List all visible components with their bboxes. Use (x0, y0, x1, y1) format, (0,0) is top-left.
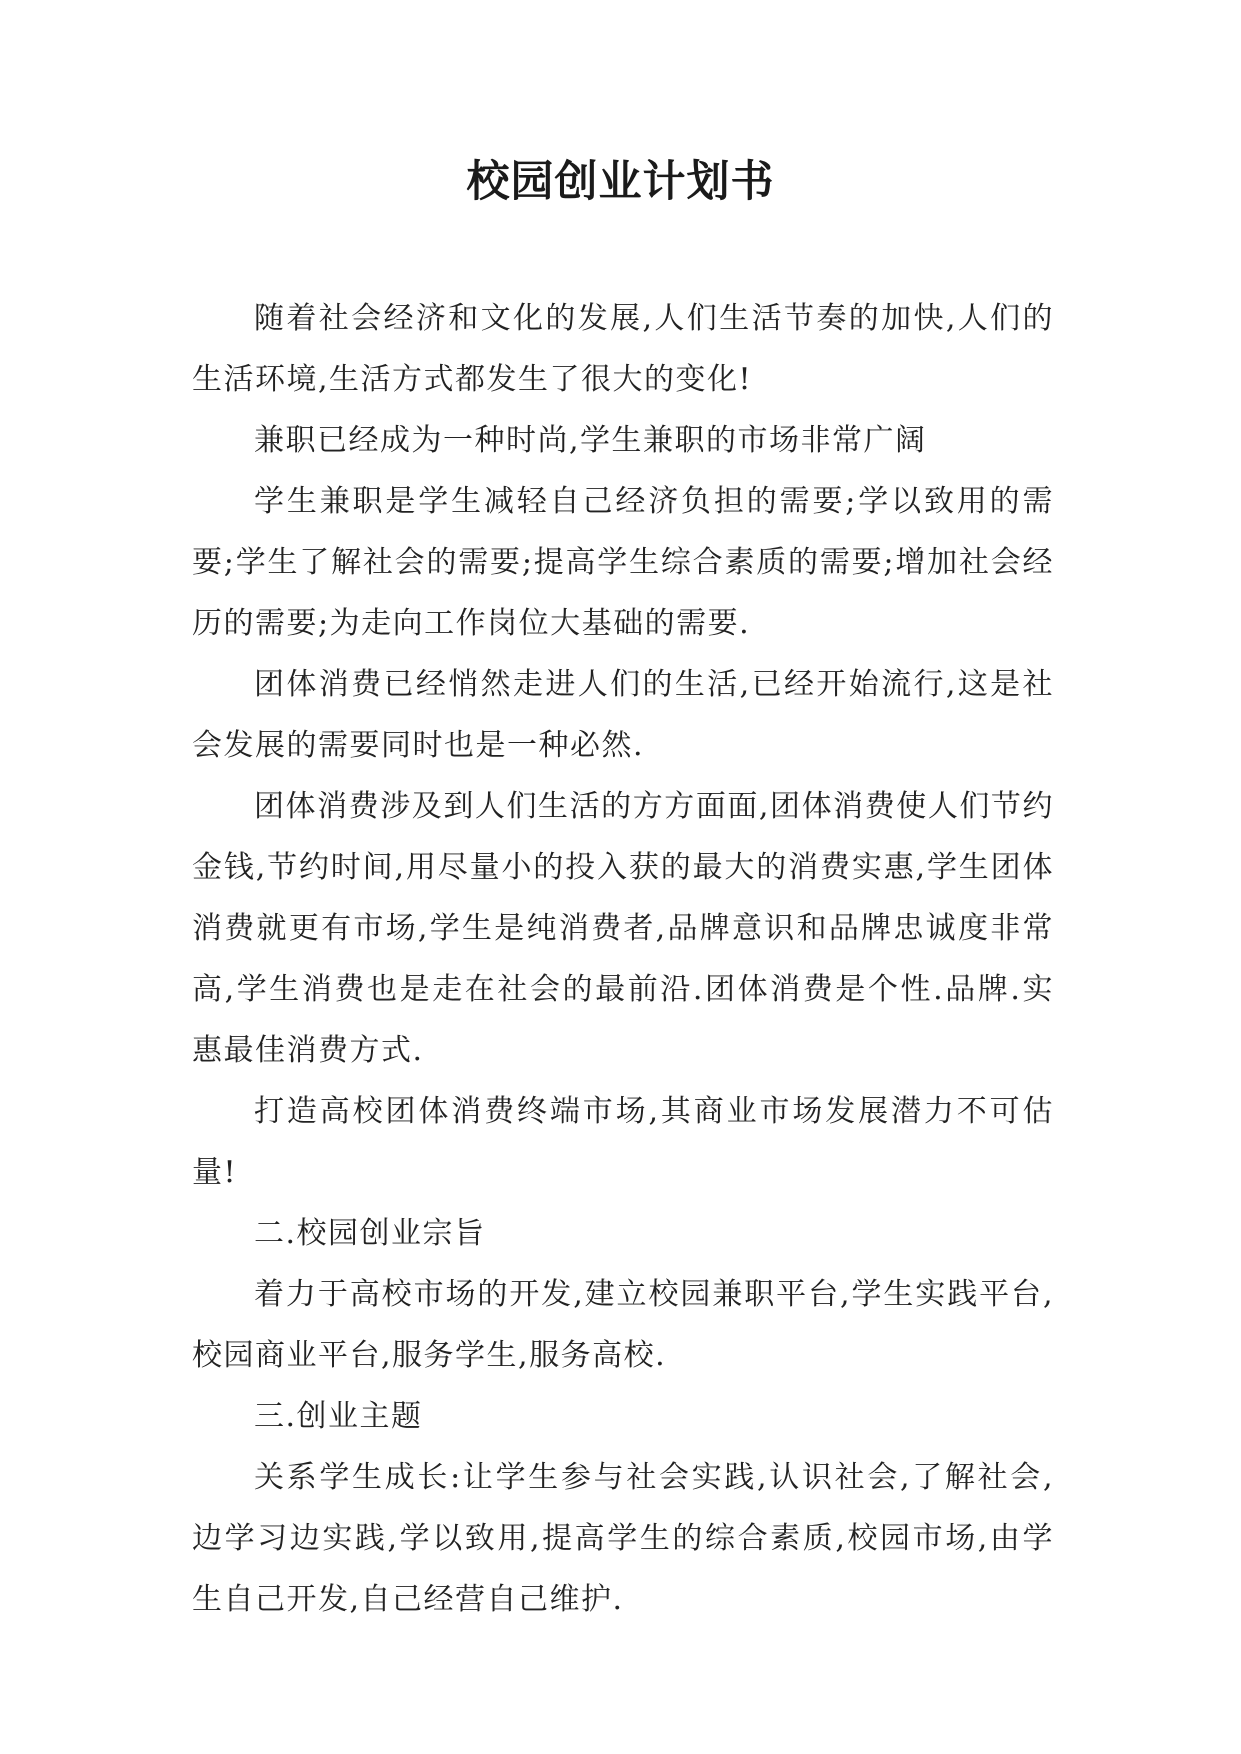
section-heading: 三.创业主题 (254, 1399, 423, 1434)
paragraph: 打造高校团体消费终端市场,其商业市场发展潜力不可估量! (192, 1094, 1054, 1190)
paragraph: 随着社会经济和文化的发展,人们生活节奏的加快,人们的生活环境,生活方式都发生了很大的变化! (192, 301, 1054, 397)
paragraph: 关系学生成长:让学生参与社会实践,认识社会,了解社会,边学习边实践,学以致用,提高学生的综合素质,校园市场,由学生自己开发,自己经营自己维护. (192, 1460, 1054, 1617)
document-body (192, 288, 1054, 1630)
paragraph: 兼职已经成为一种时尚,学生兼职的市场非常广阔 (254, 423, 927, 458)
document-title: 校园创业计划书 (466, 157, 775, 207)
paragraph: 着力于高校市场的开发,建立校园兼职平台,学生实践平台,校园商业平台,服务学生,服务高校. (192, 1277, 1054, 1373)
paragraph: 团体消费已经悄然走进人们的生活,已经开始流行,这是社会发展的需要同时也是一种必然. (192, 667, 1054, 763)
section-heading: 二.校园创业宗旨 (254, 1216, 486, 1251)
paragraph: 团体消费涉及到人们生活的方方面面,团体消费使人们节约金钱,节约时间,用尽量小的投入获的最大的消费实惠,学生团体消费就更有市场,学生是纯消费者,品牌意识和品牌忠诚度非常高,学生消费也是走在社会的最前沿.团体消费是个性.品牌.实惠最佳消费方式. (192, 789, 1054, 1068)
paragraph: 学生兼职是学生减轻自己经济负担的需要;学以致用的需要;学生了解社会的需要;提高学生综合素质的需要;增加社会经历的需要;为走向工作岗位大基础的需要. (192, 484, 1054, 641)
